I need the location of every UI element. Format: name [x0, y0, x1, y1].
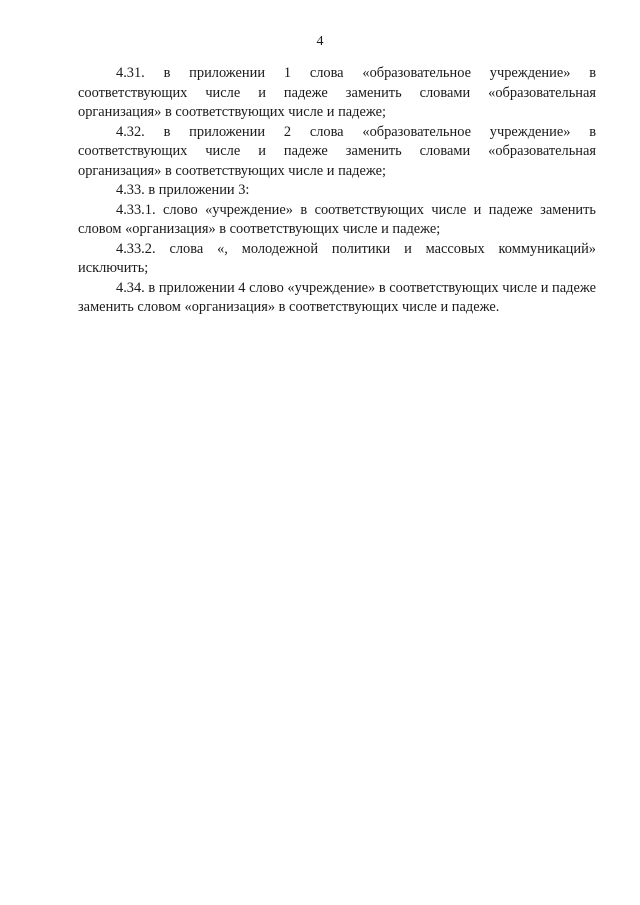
page-number: 4 [316, 34, 324, 49]
document-body [78, 64, 596, 318]
paragraph-4-33-2: 4.33.2. слова «, молодежной политики и массовых коммуникаций» исключить; [78, 240, 596, 276]
paragraph-4-33-1: 4.33.1. слово «учреждение» в соответствующих числе и падеже заменить словом «организация» в соответствующих числе и падеже; [78, 201, 596, 237]
paragraph-4-33: 4.33. в приложении 3: [116, 182, 250, 198]
paragraph-4-32: 4.32. в приложении 2 слова «образовательное учреждение» в соответствующих числе и падеже заменить словами «образовательная организация» в соответствующих числе и падеже; [78, 123, 596, 179]
paragraph-4-34: 4.34. в приложении 4 слово «учреждение» в соответствующих числе и падеже заменить словом «организация» в соответствующих числе и падеже. [78, 279, 596, 315]
paragraph-4-31: 4.31. в приложении 1 слова «образовательное учреждение» в соответствующих числе и падеже заменить словами «образовательная организация» в соответствующих числе и падеже; [78, 65, 596, 120]
